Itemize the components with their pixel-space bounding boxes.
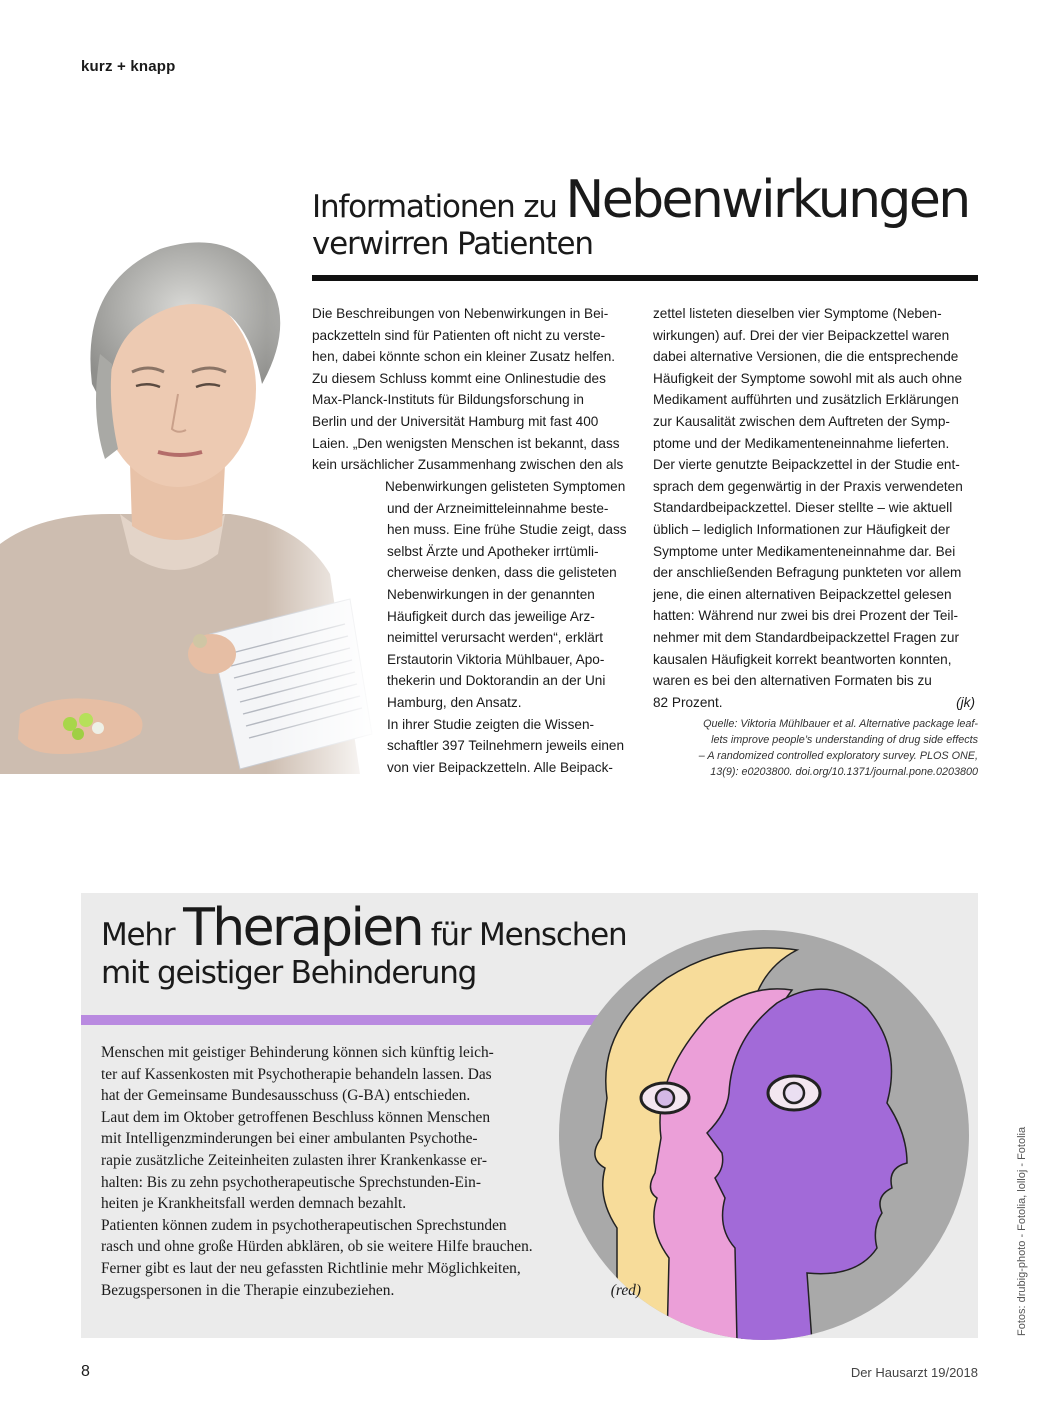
text-line: dabei alternative Versionen, die die entsprechende — [653, 349, 959, 365]
text-line: Häufigkeit durch das jeweilige Arz- — [387, 608, 595, 624]
text-line: Max-Planck-Instituts für Bildungsforschung in — [312, 392, 584, 408]
article2-title-keyword: Therapien — [183, 898, 423, 958]
text-line: Hamburg, den Ansatz. — [387, 694, 522, 710]
text-line-final — [101, 1280, 641, 1302]
article1-title-prefix: Informationen zu — [312, 189, 566, 225]
text-line: selbst Ärzte und Apotheker irrtümli- — [387, 543, 599, 559]
text-line: kein ursächlicher Zusammenhang zwischen den als — [312, 457, 624, 473]
text-line: Medikament aufführten und zusätzlich Erklärungen — [653, 392, 959, 408]
text-line: ter auf Kassenkosten mit Psychotherapie behandeln lassen. Das — [101, 1065, 492, 1083]
text-line: packzetteln sind für Patienten oft nicht zu verste- — [312, 327, 606, 343]
text-line: mit Intelligenzminderungen bei einer ambulanten Psychothe- — [101, 1130, 478, 1148]
citation-line: – A randomized controlled exploratory survey. PLOS ONE, — [698, 750, 978, 762]
author-initials: (red) — [610, 1281, 641, 1299]
citation-line: Quelle: Viktoria Mühlbauer et al. Alternative package leaf- — [703, 718, 978, 730]
text-line: Patienten können zudem in psychotherapeutischen Sprechstunden — [101, 1216, 507, 1234]
text-line: schaftler 397 Teilnehmern jeweils einen — [387, 738, 625, 754]
author-initials: (jk) — [956, 694, 975, 710]
photo-credit: Fotos: drubig-photo - Fotolia, lolloj - Fotolia — [1016, 1126, 1028, 1336]
text-line: Standardbeipackzettel. Dieser stellte – wie aktuell — [653, 500, 953, 516]
text-line: sprach dem gegenwärtig in der Praxis verwendeten — [653, 478, 963, 494]
article1-title — [312, 170, 969, 230]
text-line: Die Beschreibungen von Nebenwirkungen in Bei- — [312, 306, 609, 321]
text-line: nehmer mit dem Standardbeipackzettel Fragen zur — [653, 629, 960, 645]
text-line: hatten: Während nur zwei bis drei Prozent der Teil- — [653, 608, 959, 624]
article1-title-keyword: Nebenwirkungen — [565, 170, 969, 230]
text-line: rasch und ohne große Hürden abklären, ob sie weitere Hilfe brauchen. — [101, 1238, 533, 1256]
article1-title-line2: verwirren Patienten — [312, 226, 593, 262]
page-number: 8 — [81, 1363, 90, 1380]
text-line: Der vierte genutzte Beipackzettel in der Studie ent- — [653, 457, 960, 473]
section-label: kurz + knapp — [81, 58, 176, 75]
text-line: Symptome unter Medikamenteneinnahme dar. Bei — [653, 543, 956, 559]
text-line: heiten je Krankheitsfall werden demnach bezahlt. — [101, 1195, 407, 1213]
article2-title-prefix: Mehr — [101, 917, 184, 953]
text-line: waren es bei den alternativen Formaten bis zu — [653, 673, 932, 689]
text-line: neimittel verursacht werden“, erklärt — [387, 630, 604, 646]
article1-column1-bottom — [385, 476, 627, 778]
text-line: halten: Bis zu zehn psychotherapeutische Sprechstunden-Ein- — [101, 1173, 481, 1191]
text-line: von vier Beipackzetteln. Alle Beipack- — [387, 759, 613, 775]
text-line: zettel listeten dieselben vier Symptome (Neben- — [653, 306, 942, 321]
text-line: Nebenwirkungen gelisteten Symptomen — [385, 479, 626, 494]
text-line: thekerin und Doktorandin an der Uni — [387, 673, 606, 689]
text-line: ptome und der Medikamenteneinnahme lieferten. — [653, 435, 950, 451]
article2-title-line2: mit geistiger Behinderung — [101, 955, 477, 991]
text-line: cherweise denken, dass die gelisteten — [387, 565, 617, 581]
text-line: wirkungen) auf. Drei der vier Beipackzettel waren — [653, 327, 950, 343]
text-line: zur Kausalität zwischen dem Auftreten der Symp- — [653, 413, 950, 429]
text-line: Ferner gibt es laut der neu gefassten Richtlinie mehr Möglichkeiten, — [101, 1259, 521, 1277]
woman-reading-leaflet-photo — [0, 214, 380, 774]
article2-body — [101, 1042, 641, 1301]
article2-title — [101, 898, 627, 958]
journal-issue: Der Hausarzt 19/2018 — [850, 1365, 978, 1380]
text-line: Laut dem im Oktober getroffenen Beschluss können Menschen — [101, 1108, 491, 1126]
text-line: jene, die einen alternativen Beipackzettel gelesen — [653, 586, 952, 602]
text-line: Laien. „Den wenigsten Menschen ist bekannt, dass — [312, 435, 620, 451]
article1-column2 — [653, 303, 978, 713]
citation-line: 13(9): e0203800. doi.org/10.1371/journal.pone.0203800 — [710, 766, 978, 778]
text-line: Zu diesem Schluss kommt eine Onlinestudie des — [312, 370, 606, 386]
article1-column1-top — [312, 303, 623, 476]
text-line: 82 Prozent. — [653, 694, 723, 710]
text-line: Häufigkeit der Symptome sowohl mit als auch ohne — [653, 370, 963, 386]
text-line: der anschließenden Befragung punkteten vor allem — [653, 565, 962, 581]
citation-line: lets improve people’s understanding of drug side effects — [711, 734, 978, 746]
text-line: kausalen Häufigkeit korrekt beantworten konnten, — [653, 651, 952, 667]
text-line: und der Arzneimitteleinnahme beste- — [387, 500, 609, 516]
text-line: Nebenwirkungen in der genannten — [387, 586, 595, 602]
text-line-final — [653, 692, 975, 714]
article2-title-rule — [81, 1015, 601, 1025]
article1-source-citation — [640, 716, 978, 780]
text-line: Bezugspersonen in die Therapie einzubeziehen. — [101, 1281, 395, 1299]
text-line: Erstautorin Viktoria Mühlbauer, Apo- — [387, 651, 605, 667]
text-line: hen, dabei könnte schon ein kleiner Zusatz helfen. — [312, 349, 616, 365]
text-line: Berlin und der Universität Hamburg mit fast 400 — [312, 413, 599, 429]
text-line: hat der Gemeinsame Bundesausschuss (G-BA) entschieden. — [101, 1087, 471, 1105]
text-line: hen muss. Eine frühe Studie zeigt, dass — [387, 522, 627, 538]
text-line: üblich – lediglich Informationen zur Häufigkeit der — [653, 521, 950, 537]
article1-title-rule — [312, 275, 978, 281]
text-line: rapie zusätzliche Zeiteinheiten zulasten ihrer Krankenkasse er- — [101, 1151, 487, 1169]
text-line: Menschen mit geistiger Behinderung können sich künftig leich- — [101, 1044, 494, 1061]
article2-title-suffix: für Menschen — [422, 917, 627, 953]
text-line: In ihrer Studie zeigten die Wissen- — [387, 716, 595, 732]
